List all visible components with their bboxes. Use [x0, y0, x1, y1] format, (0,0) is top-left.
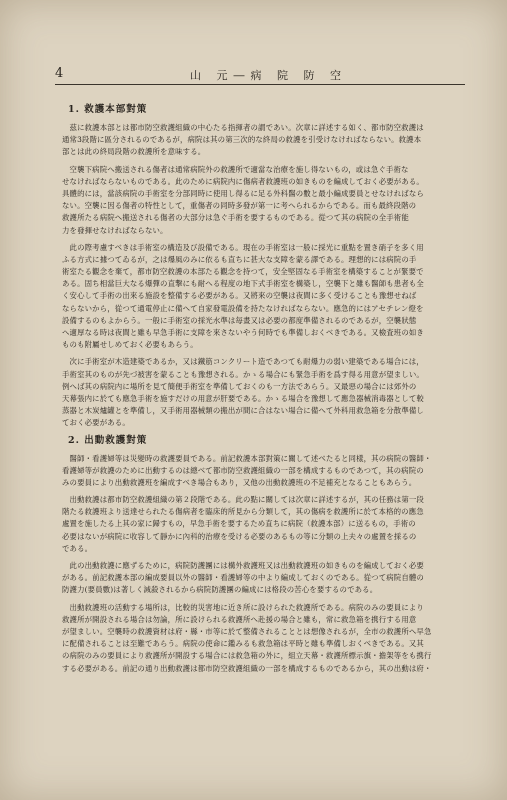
text-line: に配備されることは至難であらう。病院の使命に鑑みるも救急箱は平時と雖も準備しおくべきである。又其 — [62, 639, 424, 649]
text-line: 空襲下病院へ搬送される傷者は通常病院外の救護所で適當な治療を施し得ないもの，或は急ぐ手術な — [62, 164, 409, 174]
text-line: の病院のみの要員により救護所が開設する場合には救急箱の外に，組立天幕・救護所標示旗・擔架等をも携行 — [62, 651, 432, 661]
paragraph — [62, 356, 462, 429]
text-line: 醫師・看護婦等は災變時の救護要員である。前記救護本部對策に關して述べたると同樣，其の病院の醫師・ — [62, 453, 432, 463]
text-line: 次に手術室が木造建築であるか，又は鐵筋コンクリート造であつても耐爆力の弱い建築である場合には， — [62, 357, 424, 367]
text-line: 術室たる觀念を棄て，都市防空救護の本部たる觀念を持つて，安全堅固なる手術室を構築することが緊要で — [62, 267, 424, 277]
text-line: ておく必要がある。 — [62, 418, 130, 428]
paragraph — [62, 453, 462, 490]
text-line: 蒸器と木炭爐罐とを準備し，又手術用器械類の搬出が間に合はない場合に備へて外科用救急箱を分散準備し — [62, 406, 424, 416]
text-line: 力を發揮せなければならない。 — [62, 225, 168, 235]
page-number: 4 — [55, 66, 64, 81]
text-line: 天幕張内に於ても應急手術を施すだけの用意が肝要である。かゝる場合を豫想して應急器械消毒器として較 — [62, 393, 424, 403]
header-rule — [55, 84, 465, 85]
text-line: 具體的には，當該病院の手術室を分部同時に使用し得るに足る外科醫の數と最小編成要員とせなければなら — [62, 188, 424, 198]
text-line: 出動救護班の活動する場所は，比較的災害地に近き所に設けられた救護所である。病院のみの要員により — [62, 602, 424, 612]
text-line: 救護所が開設される場合は勿論，所に設けられる救護所へ赴援の場合と雖も，常に救急箱を携行する用意 — [62, 614, 417, 624]
text-line: する必要がある。前記の通り出動救護は都市防空救護組織の一部を構成するものであるから，其の出動は府・ — [62, 663, 432, 673]
section-heading: 1. 救護本部對策 — [68, 104, 148, 115]
paragraph — [62, 242, 462, 352]
text-line: 手術室其のものが先づ被害を蒙ることも豫想される。かゝる場合にも緊急手術を爲す得る用意が望ましい。 — [62, 369, 424, 379]
text-line: である。 — [62, 543, 93, 553]
text-line: 茲に救護本部とは都市防空救護組織の中心たる指揮者の謂であい。次章に詳述する如く、都市防空救護は — [62, 123, 424, 132]
text-line: 出動救護は都市防空救護組織の第２段階である。此の點に關しては次章に詳述するが，其の任務は第一段 — [62, 495, 424, 505]
text-line: せなければならないものである。此のために病院内に傷病者救護班の如きものを編成しておく必要がある。 — [62, 176, 424, 186]
text-line: みの要員により出動救護班を編成すべき場合もあり，又他の出動救護班の不足補充となることもあらう。 — [62, 477, 417, 487]
text-line: 此の際考慮すべきは手術室の構造及び設備である。現在の手術室は一般に採光に重點を置き硝子を多く用 — [62, 242, 424, 252]
text-line: 通常3段階に區分されるのであるが，病院は其の第三次的な終局の救護を引受けなければならない。救護本 — [62, 135, 422, 145]
text-line: ものも附屬せしめておく必要もあらう。 — [62, 340, 198, 350]
text-line: ならないから，從つて通電停止に備へて自家發電設備を持たなければならない。應急的にはアセチレン燈を — [62, 303, 424, 313]
text-line: 看護婦等が救護のために出動するのは總べて都市防空救護組織の一部を構成するものであつて，其の病院の — [62, 465, 424, 475]
text-line: 此の出動救護に應ずるために，病院防護團には構外救護班又は出動救護班の如きものを編成しておく必要 — [62, 561, 424, 570]
text-line: 階たる救護班より送達せられたる傷病者を臨床的所見から分類して，其の傷病を救護所に於て本格的の應急 — [62, 507, 424, 517]
paragraph — [62, 164, 462, 237]
paragraph — [62, 602, 462, 675]
paragraph — [62, 560, 462, 597]
running-header: 山 元―病 院 防 空 — [190, 69, 347, 82]
text-line: ない。空襲に因る傷者の特性として，重傷者の同時多發が第一に考へられるからである。而も最終段階の — [62, 201, 417, 211]
text-line: ふる方式に據つてゐるが，之は爆風のみに依るも直ちに甚大な支障を蒙る譯である。理想的には病院の手 — [62, 254, 417, 264]
paragraph — [62, 494, 462, 555]
text-line: 必要はないが病院に收容して靜かに內科的治療を受ける必要のあるもの等に分類の上夫々の處置を採るの — [62, 531, 417, 541]
paragraph — [62, 122, 462, 159]
text-line: が望ましい。空襲時の救護資材は府・縣・市等に於て整備されることとは想像されるが，全市の救護所へ早急 — [62, 626, 432, 636]
text-line: がある。前記救護本部の編成要員以外の醫師・看護婦等の中より編成しておくのである。從つて病院自體の — [62, 573, 424, 583]
text-line: く安心して手術の出來る施設を整備する必要がある。又將來の空襲は夜間に多く受けることも豫想せねば — [62, 291, 417, 301]
text-line: 處置を施したる上其の家に歸すもの，早急手術を要するため直ちに病院（救護本部）に送るもの，手術の — [62, 519, 416, 529]
text-line: 防護力(要員數)は著しく減殺されるから病院防護團の編成には格段の苦心を要するのである。 — [62, 585, 378, 595]
text-line: 部とは此の終局段階の救護所を意味する。 — [62, 147, 206, 157]
text-line: 例へば其の病院内に場所を見て簡便手術室を準備しておくのも一方法であらう。又最惡の場合には郊外の — [62, 381, 417, 391]
body-text — [62, 104, 462, 680]
text-line: ある。固ち相當巨大なる爆彈の直撃にも耐へる程度の地下式手術室を構築し，空襲下と雖も醫師も患者も全 — [62, 279, 424, 289]
text-line: へ適厚なる時は夜間と雖も早急手術に支障を來さないやう何時でも準備しおくべきである。又檢査班の如き — [62, 328, 424, 337]
text-line: 救護所たる病院へ搬送される傷者の大部分は急ぐ手術を要するものである。從つて其の病院の全手術能 — [62, 213, 409, 223]
section-heading: 2. 出動救護對策 — [68, 434, 148, 446]
text-line: 設備するのもよからう。一般に手術室の採光水準は毎晝又は必要の都度準備されるのであるが，空襲狀態 — [62, 315, 417, 325]
